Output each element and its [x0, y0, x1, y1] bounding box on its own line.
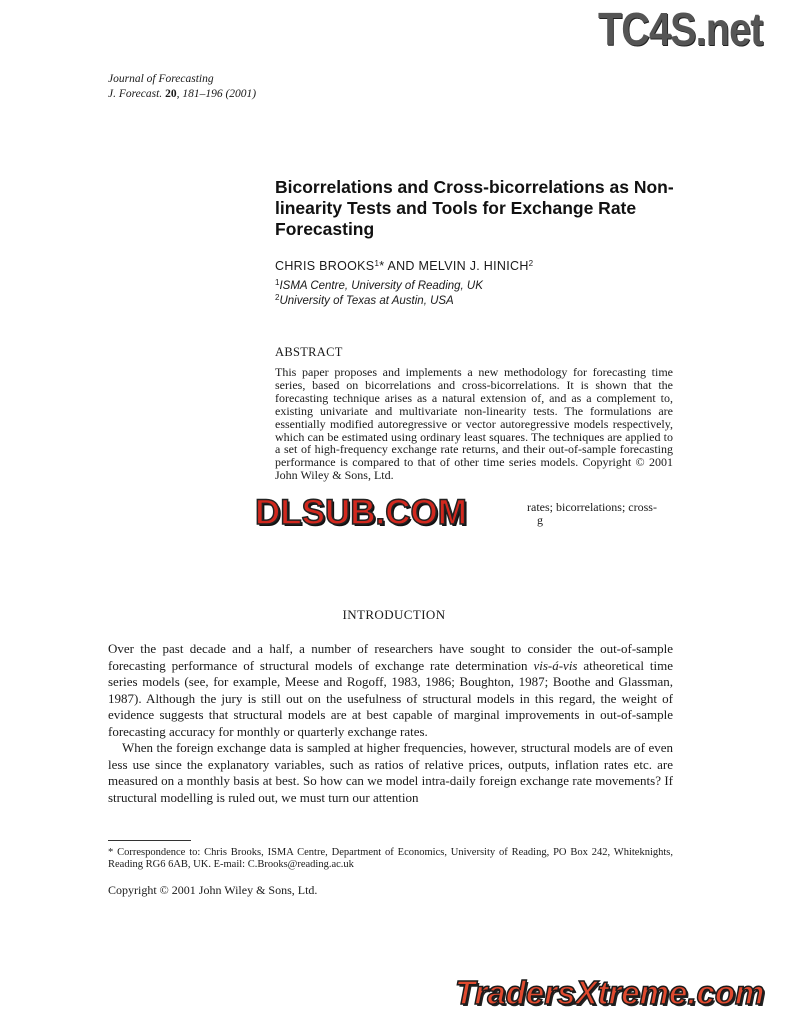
correspondence-footnote: * Correspondence to: Chris Brooks, ISMA Centre, Department of Economics, University of Reading, PO Box 242, Whiteknights, Reading RG6 6AB, UK. E-mail: C.Brooks@reading.ac.uk: [108, 847, 673, 870]
dlsub-watermark: DLSUB.COM: [255, 493, 467, 532]
abstract-text: This paper proposes and implements a new methodology for forecasting time series, based on bicorrelations and cross-bicorrelations. It is shown that the forecasting technique arises as a natural extension of, and as a complement to, existing univariate and multivariate non-linearity tests. The formulations are essentially modified autoregressive or vector autoregressive models respectively, which can be estimated using ordinary least squares. The techniques are applied to a set of high-frequency exchange rate returns, and their out-of-sample forecasting performance is compared to that of other time series models. Copyright © 2001 John Wiley & Sons, Ltd.: [275, 365, 673, 483]
footnote-rule: [108, 840, 191, 841]
tradersxtreme-watermark: TradersXtreme.com: [455, 974, 765, 1011]
copyright-notice: Copyright © 2001 John Wiley & Sons, Ltd.: [108, 883, 318, 897]
journal-name: Journal of Forecasting: [108, 73, 214, 85]
author-line: CHRIS BROOKS$^1$* AND MELVIN J. HINICH$^2$: [275, 259, 534, 273]
journal-citation: J. Forecast. 20, 181–196 (2001): [108, 88, 257, 100]
keywords-partial: rates; bicorrelations; cross- g: [527, 500, 657, 527]
journal-volume: 20: [165, 88, 177, 100]
paragraph-2: When the foreign exchange data is sampled at higher frequencies, however, structural models are of even less use since the explanatory variables, such as ratios of relative prices, outputs, inflation rates etc. are measured on a monthly basis at best. So how can we model intra-daily foreign exchange rate movements? If structural modelling is ruled out, we must turn our attention: [108, 740, 673, 805]
tc4s-watermark: TC4S.net: [598, 3, 763, 55]
author-brooks: CHRIS BROOKS: [275, 259, 375, 273]
introduction-body: [108, 641, 673, 806]
paper-title: Bicorrelations and Cross-bicorrelations as Non-linearity Tests and Tools for Exchange Rate Forecasting: [275, 177, 674, 239]
affiliation-2: $^2$University of Texas at Austin, USA: [275, 293, 454, 307]
author-hinich: MELVIN J. HINICH: [418, 259, 529, 273]
affiliation-1: $^1$ISMA Centre, University of Reading, UK: [275, 278, 483, 292]
introduction-heading: INTRODUCTION: [342, 607, 446, 622]
journal-header: [108, 72, 256, 102]
paragraph-1: Over the past decade and a half, a number of researchers have sought to consider the out-of-sample forecasting performance of structural models of exchange rate determination vis-á-vis atheoretical time series models (see, for example, Meese and Rogoff, 1983, 1986; Boughton, 1987; Boothe and Glassman, 1987). Although the jury is still out on the usefulness of structural models in this regard, the weight of evidence suggests that structural models are at best capable of marginal improvements in out-of-sample forecasting accuracy for monthly or quarterly exchange rates.: [108, 641, 673, 739]
abstract-heading: ABSTRACT: [275, 345, 343, 359]
